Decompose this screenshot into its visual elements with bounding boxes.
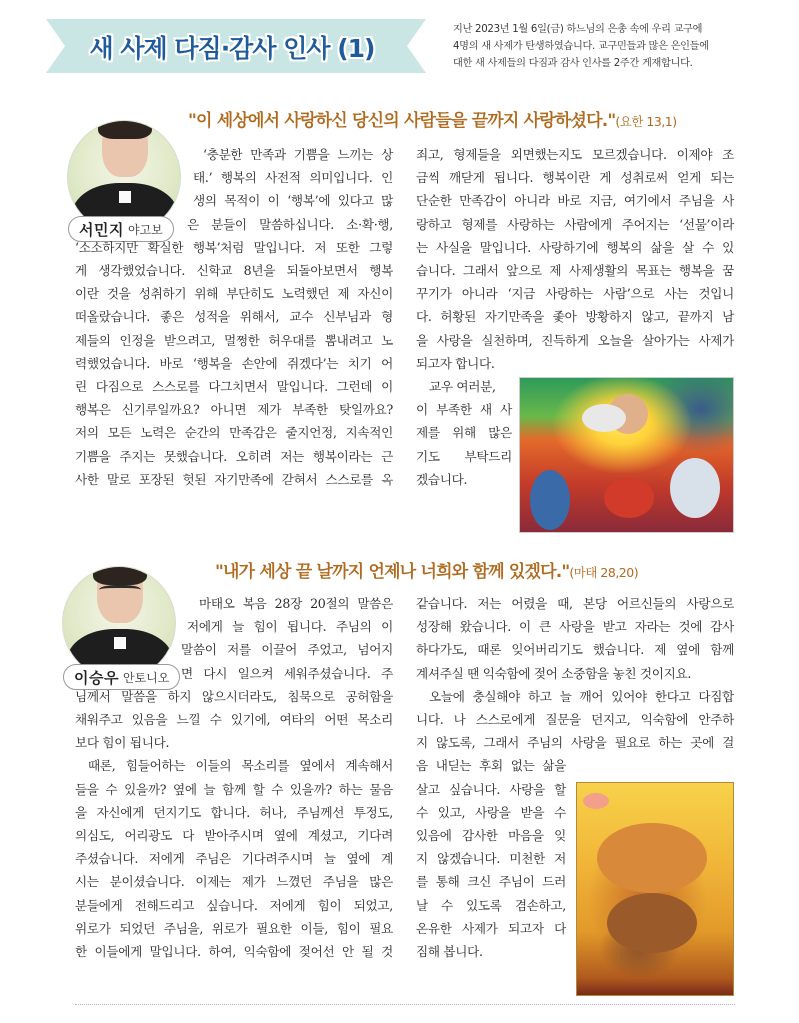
text-line: 은 분들이 말씀하십니다. 소·확·행, [187,216,393,232]
text-line: 태.’ 행복의 사전적 의미입니다. 인 [193,170,393,186]
quote-text: "내가 세상 끝 날까지 언제나 너희와 함께 있겠다." [215,562,570,582]
dove-figure [583,793,609,809]
text-line: 살고 싶습니다. 사랑을 할 [416,781,566,797]
text-line: 날 수 있도록 겸손하고, [416,897,566,913]
scripture-reference: (마태 28,20) [569,565,639,580]
text-line: 한 이들에게 말입니다. 하여, 익숙함에 젖어선 안 될 것 [75,944,393,960]
text-line: 말씀이 저를 이끌어 주었고, 넘어지 [181,642,393,658]
text-line: 음 내딛는 후회 없는 삶을 [416,758,566,774]
section-2-left-column [75,592,393,963]
text-line: 를 통해 크신 주님이 드러 [416,874,566,890]
text-line: 랑하고 형제를 사랑하는 사람에게 주어지는 ‘선물’이라 [416,216,734,232]
text-line: 금씩 깨닫게 됩니다. 행복이란 게 성취로써 얻게 되는 [416,170,734,186]
baptismal-name: 안토니오 [122,670,170,685]
intro-text [453,21,783,72]
text-line: 생의 목적이 이 ‘행복’에 있다고 많 [193,193,393,209]
priest-name: 서민지 [79,220,124,239]
text-line: 지 않겠습니다. 미천한 저 [416,851,566,867]
text-line: 지 않도록, 그래서 주님의 사랑을 필요로 하는 곳에 걸 [416,735,734,751]
text-line: 기도 부탁드리 [416,448,512,464]
text-line: ‘소소하지만 확실한 행복’처럼 말입니다. 저 또한 그렇 [75,239,393,255]
text-line: 분들에게 전해드리고 싶습니다. 저에게 힘이 되었고, [75,897,393,913]
musician-figure [530,470,570,530]
text-line: 행복은 신기루일까요? 아니면 제가 부족한 탓일까요? [75,402,393,418]
baptismal-name: 야고보 [127,222,163,237]
text-line: ‘충분한 만족과 기쁨을 느끼는 상 [203,147,393,162]
bottom-divider [75,1004,735,1005]
text-line: 되고자 합니다. [416,355,495,371]
text-line: 제를 위해 많은 [416,425,512,441]
text-line: 린 다짐으로 스스로를 다그치면서 말입니다. 그런데 이 [75,379,393,395]
text-line: 을 사랑을 실천하며, 진득하게 오늘을 살아가는 사제가 [416,332,734,348]
page-title: 새 사제 다짐·감사 인사 (1) [89,34,375,63]
text-line: 하다가도, 때론 잊어버리기도 했습니다. 제 옆에 함께 [416,642,734,658]
text-line: 같습니다. 저는 어렸을 때, 본당 어르신들의 사랑으로 [416,596,734,611]
text-line: 다. 허황된 자기만족을 좇아 방황하지 않고, 끝까지 남 [416,309,734,325]
text-line: 의심도, 어리광도 다 받아주시며 옆에 계셨고, 기다려 [75,828,393,844]
text-line: 성장해 왔습니다. 이 큰 사랑을 받고 자라는 것에 감사 [416,619,734,635]
text-line: 계셔주실 땐 익숙함에 젖어 소중함을 놓친 것이지요. [416,665,692,681]
text-line: 들을 수 있을까? 옆에 늘 함께 할 수 있을까? 하는 물음 [75,781,393,797]
intro-line: 4명의 새 사제가 탄생하였습니다. 교구민들과 많은 은인들에 [453,41,709,52]
text-line: 님께서 말씀을 하지 않으시더라도, 침묵으로 공허함을 [75,688,393,704]
text-line: 주셨습니다. 저에게 주님은 기다려주시며 늘 옆에 계 [75,851,393,867]
shepherd-embracing-lamb-painting [576,782,734,996]
roses [604,478,654,518]
lamb-figure [607,893,697,953]
text-line: 온유한 사제가 되고자 다 [416,920,566,936]
text-line: 때론, 힘들어하는 이들의 목소리를 옆에서 계속해서 [88,758,393,774]
text-line: 습니다. 그래서 앞으로 제 사제생활의 목표는 행복을 꿈 [416,263,734,279]
text-line: 을 자신에게 던지기도 합니다. 허나, 주님께선 투정도, [75,804,393,820]
text-line: 위로가 되었던 주님을, 위로가 필요한 이들, 힘이 필요 [75,920,393,936]
text-line: 죄고, 형제들을 외면했는지도 모르겠습니다. 이제야 조 [416,147,734,162]
text-line: 시는 분이셨습니다. 이제는 제가 느꼈던 주님을 많은 [75,874,393,890]
text-line: 보다 힘이 됩니다. [75,735,170,751]
shepherd-head [597,823,707,893]
text-line: 면 다시 일으켜 세워주셨습니다. 주 [181,665,393,681]
text-line: 꾸기가 아니라 ‘지금 사랑하는 사람’으로 사는 것입니 [416,286,734,302]
lamb-figure [582,404,626,432]
text-line: 저에게 늘 힘이 됩니다. 주님의 이 [187,619,393,635]
text-line: 채워주고 있음을 느낄 수 있기에, 여타의 어떤 목소리 [75,712,393,728]
text-line: 이란 것을 성취하기 위해 부단히도 노력했던 제 자신이 [75,286,393,302]
text-line: 사한 말로 포장된 헛된 자기만족에 갇혀서 스스로를 옥 [75,471,393,487]
text-line: 제들의 인정을 받으려고, 멀쩡한 허우대를 뽐내려고 노 [75,332,393,348]
text-line: 있음에 감사한 마음을 잊 [416,828,566,844]
old-man-figure [670,458,720,518]
section-2-quote [215,557,638,582]
text-line: 겠습니다. [416,471,468,487]
text-line: 저의 모든 노력은 순간의 만족감은 줄지언정, 지속적인 [75,425,393,441]
intro-line: 대한 새 사제들의 다짐과 감사 인사를 2주간 게재합니다. [453,58,693,69]
hair [93,566,147,585]
quote-text: "이 세상에서 사랑하신 당신의 사람들을 끝까지 사랑하셨다." [188,111,616,131]
text-line: 교우 여러분, [429,379,496,395]
text-line: 떠올랐습니다. 좋은 성적을 위해서, 교수 신부님과 형 [75,309,393,325]
text-line: 력했었습니다. 바로 ‘행복을 손안에 쥐겠다’는 치기 어 [75,355,393,371]
scripture-reference: (요한 13,1) [615,114,677,129]
text-line: 마태오 복음 28장 20절의 말씀은 [199,596,393,611]
hair [98,120,152,139]
text-line: 니다. 나 스스로에게 질문을 던지고, 익숙함에 안주하 [416,712,734,728]
text-line: 기쁨을 주지는 못했습니다. 오히려 저는 행복이라는 근 [75,448,393,464]
text-line: 게 생각했었습니다. 신학교 8년을 되돌아보면서 행복 [75,263,393,279]
text-line: 는 사실을 말입니다. 사랑하기에 행복의 삶을 살 수 있 [416,239,734,255]
text-line: 짐해 봅니다. [416,944,483,960]
good-shepherd-painting [519,377,734,533]
section-1-left-column [75,143,393,491]
text-line: 이 부족한 새 사 [416,402,512,418]
text-line: 단순한 만족감이 아니라 바로 지금, 여기에서 주님을 사 [416,193,734,209]
section-1-quote [188,106,677,131]
text-line: 오늘에 충실해야 하고 늘 깨어 있어야 한다고 다짐합 [429,688,734,704]
text-line: 수 있고, 사랑을 받을 수 [416,804,566,820]
intro-line: 지난 2023년 1월 6일(금) 하느님의 은총 속에 우리 교구에 [453,24,703,35]
priest-name: 이승우 [74,668,119,687]
